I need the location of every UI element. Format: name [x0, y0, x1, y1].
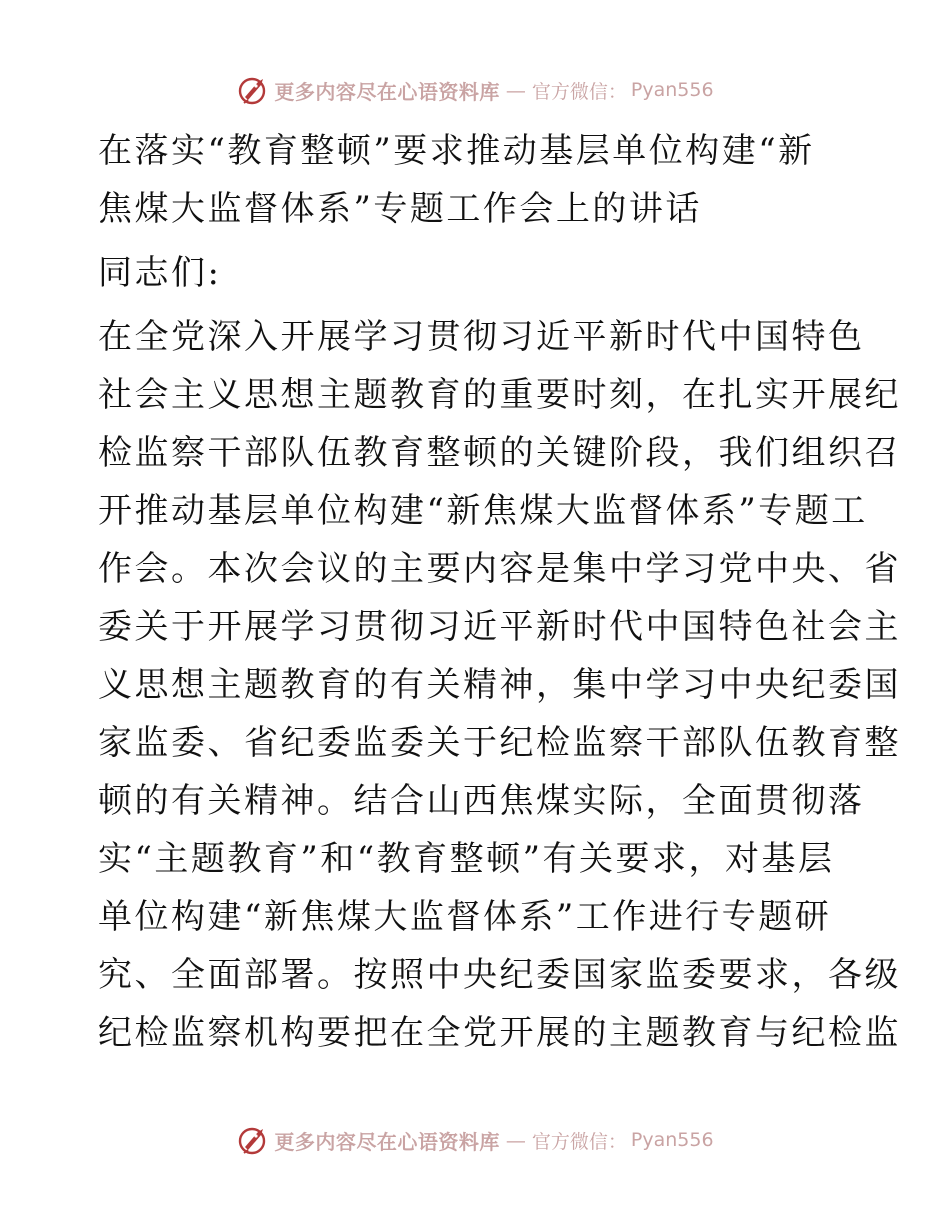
banner-dash: —: [505, 1128, 526, 1152]
body-line: 作会。本次会议的主要内容是集中学习党中央、省: [98, 549, 901, 589]
body-line: 顿的有关精神。结合山西焦煤实际，全面贯彻落: [98, 781, 865, 821]
body-line: 纪检监察机构要把在全党开展的主题教育与纪检监: [98, 1013, 901, 1053]
title-line: 在落实“教育整顿”要求推动基层单位构建“新: [98, 131, 815, 171]
body-line: 义思想主题教育的有关精神，集中学习中央纪委国: [98, 665, 901, 705]
body-line: 家监委、省纪委监委关于纪检监察干部队伍教育整: [98, 723, 901, 763]
banner-contact-id: Pyan556: [630, 79, 714, 101]
body-line: 实“主题教育”和“教育整顿”有关要求，对基层: [98, 839, 835, 879]
header-banner: [0, 70, 950, 110]
banner-contact-label: 官方微信：: [531, 1130, 627, 1153]
body-line: 社会主义思想主题教育的重要时刻，在扎实开展纪: [98, 375, 901, 415]
document-body: [98, 122, 901, 1062]
body-line: 检监察干部队伍教育整顿的关键阶段，我们组织召: [98, 433, 901, 473]
banner-dash: —: [505, 78, 526, 102]
banner-contact-label: 官方微信：: [531, 80, 627, 103]
document-title: [98, 122, 858, 238]
pen-nib-logo-icon: [236, 73, 270, 107]
banner-text: 更多内容尽在心语资料库: [274, 1129, 500, 1154]
banner-group: [236, 73, 713, 107]
body-line: 在全党深入开展学习贯彻习近平新时代中国特色: [98, 317, 865, 357]
banner-group: [236, 1123, 713, 1157]
banner-text: 更多内容尽在心语资料库: [274, 79, 500, 104]
title-line: 焦煤大监督体系”专题工作会上的讲话: [98, 189, 702, 229]
body-paragraph: [98, 308, 901, 1062]
salutation: 同志们:: [98, 253, 222, 293]
body-line: 开推动基层单位构建“新焦煤大监督体系”专题工: [98, 491, 868, 531]
body-line: 委关于开展学习贯彻习近平新时代中国特色社会主: [98, 607, 901, 647]
banner-contact-id: Pyan556: [630, 1129, 714, 1151]
body-line: 单位构建“新焦煤大监督体系”工作进行专题研: [98, 897, 832, 937]
footer-banner: [0, 1120, 950, 1160]
pen-nib-logo-icon: [236, 1123, 270, 1157]
body-line: 究、全面部署。按照中央纪委国家监委要求，各级: [98, 955, 901, 995]
